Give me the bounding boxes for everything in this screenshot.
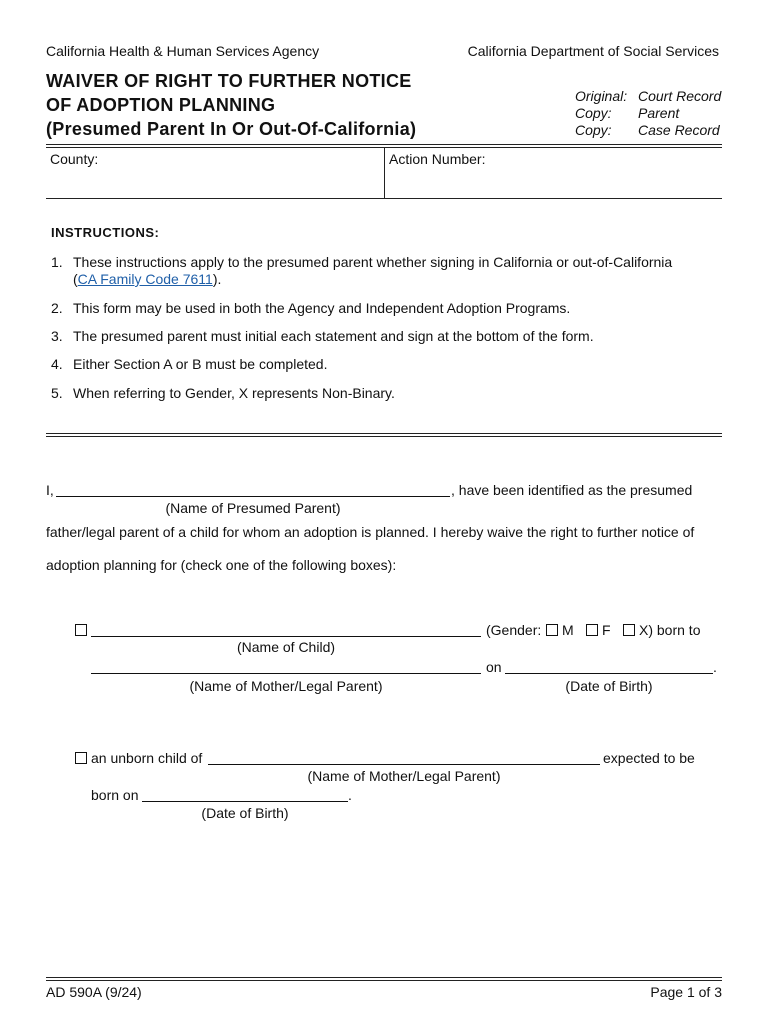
presumed-parent-name-field[interactable] [56,482,450,497]
distribution-label: Original: [575,88,628,104]
distribution-row [575,88,721,105]
expected-dob-field[interactable] [142,787,348,802]
divider [46,198,722,199]
divider [46,144,722,145]
child-dob-caption: (Date of Birth) [565,678,653,694]
child-name-caption: (Name of Child) [236,639,336,655]
gender-f-checkbox[interactable] [586,624,598,636]
gender-label: (Gender: [486,622,542,638]
form-title-line2: OF ADOPTION PLANNING [46,95,276,115]
instruction-item [51,254,691,290]
instruction-text: When referring to Gender, X represents Non-Binary. [73,385,395,401]
instructions-heading: INSTRUCTIONS: [51,225,160,240]
gender-m-label: M [562,622,574,638]
distribution-value: Case Record [638,122,720,138]
footer-divider [46,980,722,981]
instruction-text: The presumed parent must initial each statement and sign at the bottom of the form. [73,328,594,344]
section-divider [46,436,722,437]
instruction-number: 4. [51,356,63,372]
section-divider [46,433,722,434]
unborn-mother-caption: (Name of Mother/Legal Parent) [307,768,501,784]
agency-name: California Health & Human Services Agency [46,43,320,59]
footer-divider [46,977,722,978]
gender-f-label: F [602,622,611,638]
child-name-field[interactable] [91,622,481,637]
instruction-number: 3. [51,328,63,344]
family-code-link[interactable]: CA Family Code 7611 [77,271,213,287]
option-a-checkbox[interactable] [75,624,87,636]
form-title-line1: WAIVER OF RIGHT TO FURTHER NOTICE [46,71,412,91]
born-on-label: born on [91,787,139,803]
instruction-text [73,254,693,288]
mother-name-caption: (Name of Mother/Legal Parent) [189,678,383,694]
department-name: California Department of Social Services [467,43,719,59]
distribution-label: Copy: [575,122,612,138]
instruction-number: 2. [51,300,63,316]
county-label: County: [50,151,99,167]
gender-m-checkbox[interactable] [546,624,558,636]
action-number-field[interactable] [385,148,722,198]
distribution-label: Copy: [575,105,612,121]
instruction-text: Either Section A or B must be completed. [73,356,328,372]
action-number-label: Action Number: [389,151,486,167]
statement-line2: father/legal parent of a child for whom an adoption is planned. I hereby waive the right to further notice of [46,524,695,540]
distribution-value: Court Record [638,88,722,104]
expected-dob-caption: (Date of Birth) [201,805,289,821]
county-field[interactable] [46,148,383,198]
child-dob-field[interactable] [505,659,713,674]
gender-x-checkbox[interactable] [623,624,635,636]
expected-label: expected to be [603,750,695,766]
statement-i: I, [46,482,54,498]
instruction-number: 1. [51,254,63,270]
page-number: Page 1 of 3 [650,984,722,1000]
form-id: AD 590A (9/24) [46,984,142,1000]
period: . [713,659,717,675]
distribution-row [575,122,720,139]
option-b-checkbox[interactable] [75,752,87,764]
mother-name-field[interactable] [91,659,481,674]
unborn-mother-name-field[interactable] [208,750,600,765]
period: . [348,787,352,803]
form-title-line3: (Presumed Parent In Or Out-Of-California) [46,119,417,139]
instruction-text-part: ). [212,271,222,287]
on-label: on [486,659,502,675]
instruction-text: This form may be used in both the Agency and Independent Adoption Programs. [73,300,571,316]
instruction-text-part: These instructions apply to the presumed parent whether signing in California or out-of-California ( [73,254,673,287]
presumed-parent-caption: (Name of Presumed Parent) [165,500,341,516]
unborn-child-label: an unborn child of [91,750,203,766]
distribution-row [575,105,679,122]
statement-identified: , have been identified as the presumed [451,482,693,498]
instruction-number: 5. [51,385,63,401]
distribution-value: Parent [638,105,680,121]
statement-line3: adoption planning for (check one of the following boxes): [46,557,397,573]
gender-x-born-to: X) born to [639,622,701,638]
